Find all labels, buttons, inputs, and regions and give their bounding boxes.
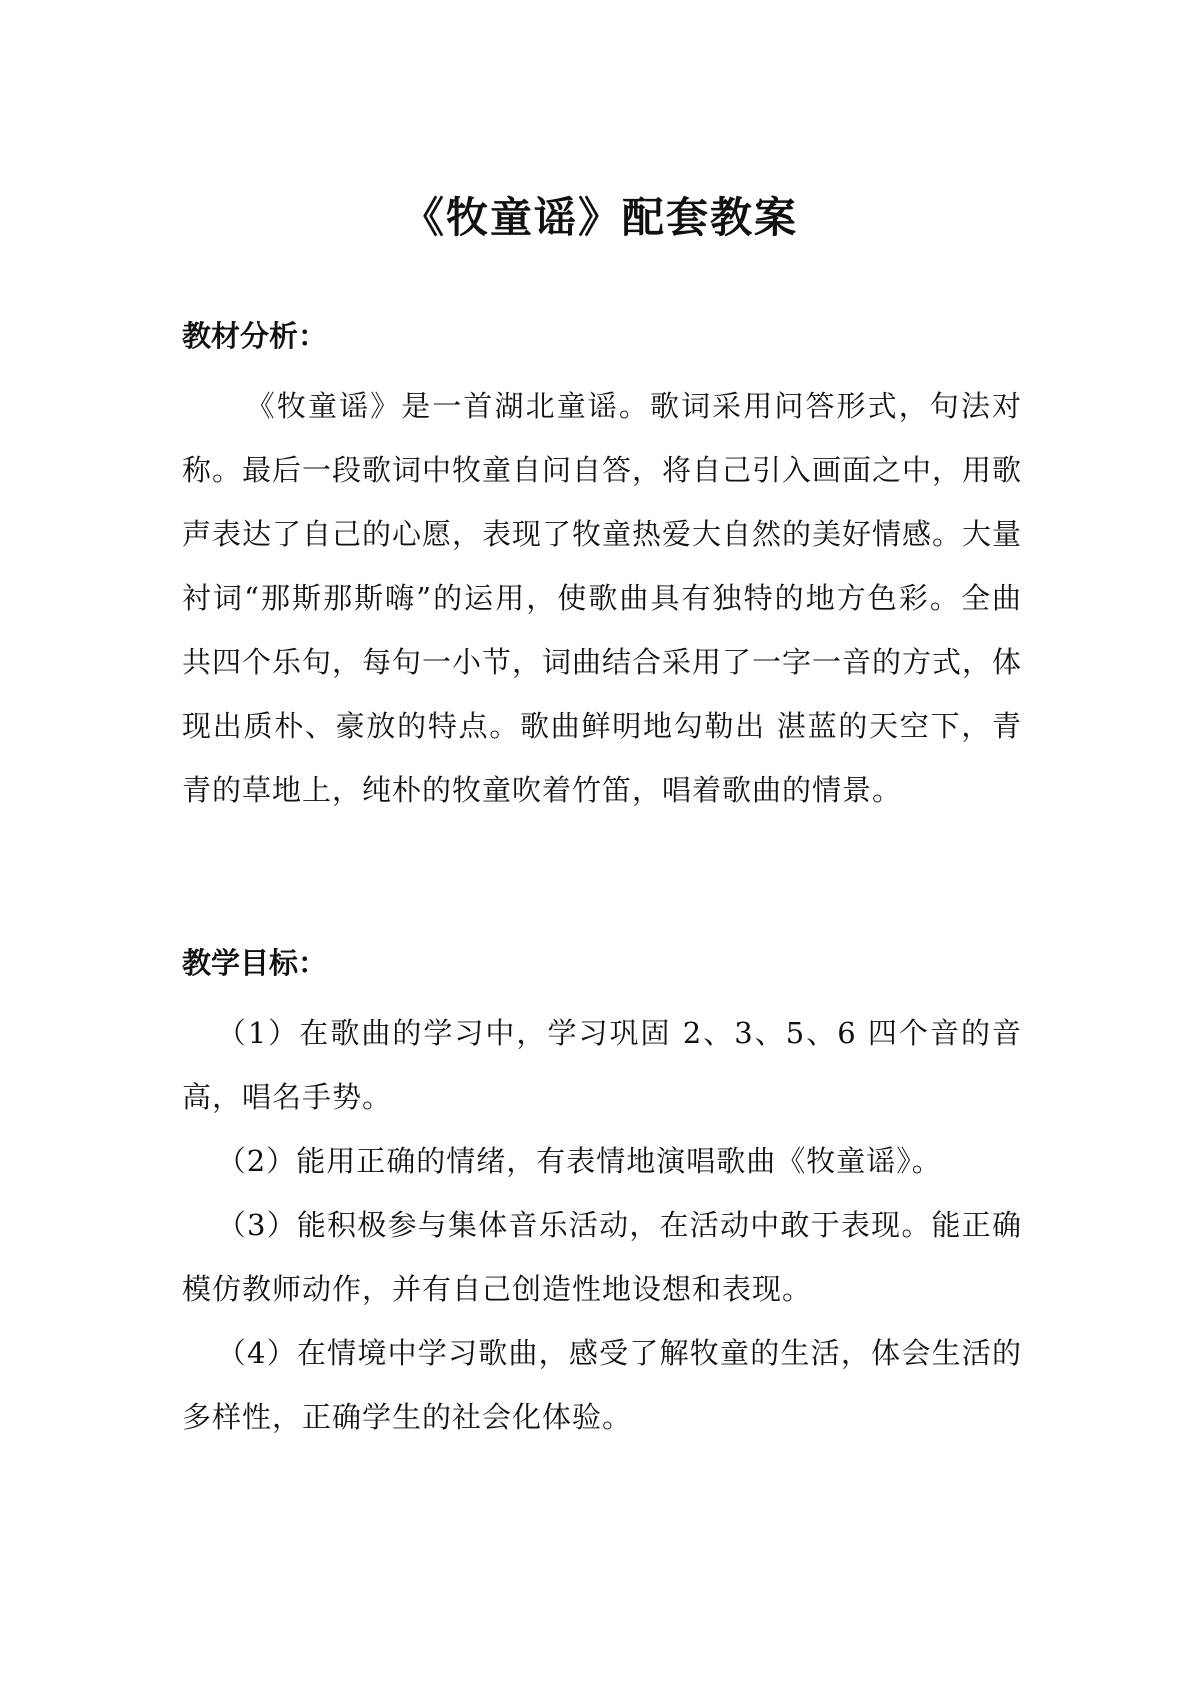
goal-item: （3）能积极参与集体音乐活动，在活动中敢于表现。能正确模仿教师动作，并有自己创造性地设想和表现。	[182, 1208, 1022, 1306]
analysis-paragraph: 《牧童谣》是一首湖北童谣。歌词采用问答形式，句法对称。最后一段歌词中牧童自问自答，将自己引入画面之中，用歌声表达了自己的心愿，表现了牧童热爱大自然的美好情感。大量衬词“那斯那斯嗨”的运用，使歌曲具有独特的地方色彩。全曲共四个乐句，每句一小节，词曲结合采用了一字一音的方式，体现出质朴、豪放的特点。歌曲鲜明地勾勒出 湛蓝的天空下，青青的草地上，纯朴的牧童吹着竹笛，唱着歌曲的情景。	[182, 389, 1023, 807]
section-teaching-goals	[182, 943, 1022, 1449]
section-heading: 教材分析：	[182, 319, 328, 353]
section-heading: 教学目标：	[182, 946, 328, 980]
goal-item: （2）能用正确的情绪，有表情地演唱歌曲《牧童谣》。	[216, 1144, 942, 1178]
goal-list	[182, 1001, 1022, 1449]
goal-item: （4）在情境中学习歌曲，感受了解牧童的生活，体会生活的多样性，正确学生的社会化体验。	[182, 1336, 1022, 1434]
page-title: 《牧童谣》配套教案	[401, 193, 798, 243]
goal-item: （1）在歌曲的学习中，学习巩固 2、3、5、6 四个音的音高，唱名手势。	[182, 1016, 1022, 1114]
section-textbook-analysis	[182, 316, 1022, 822]
